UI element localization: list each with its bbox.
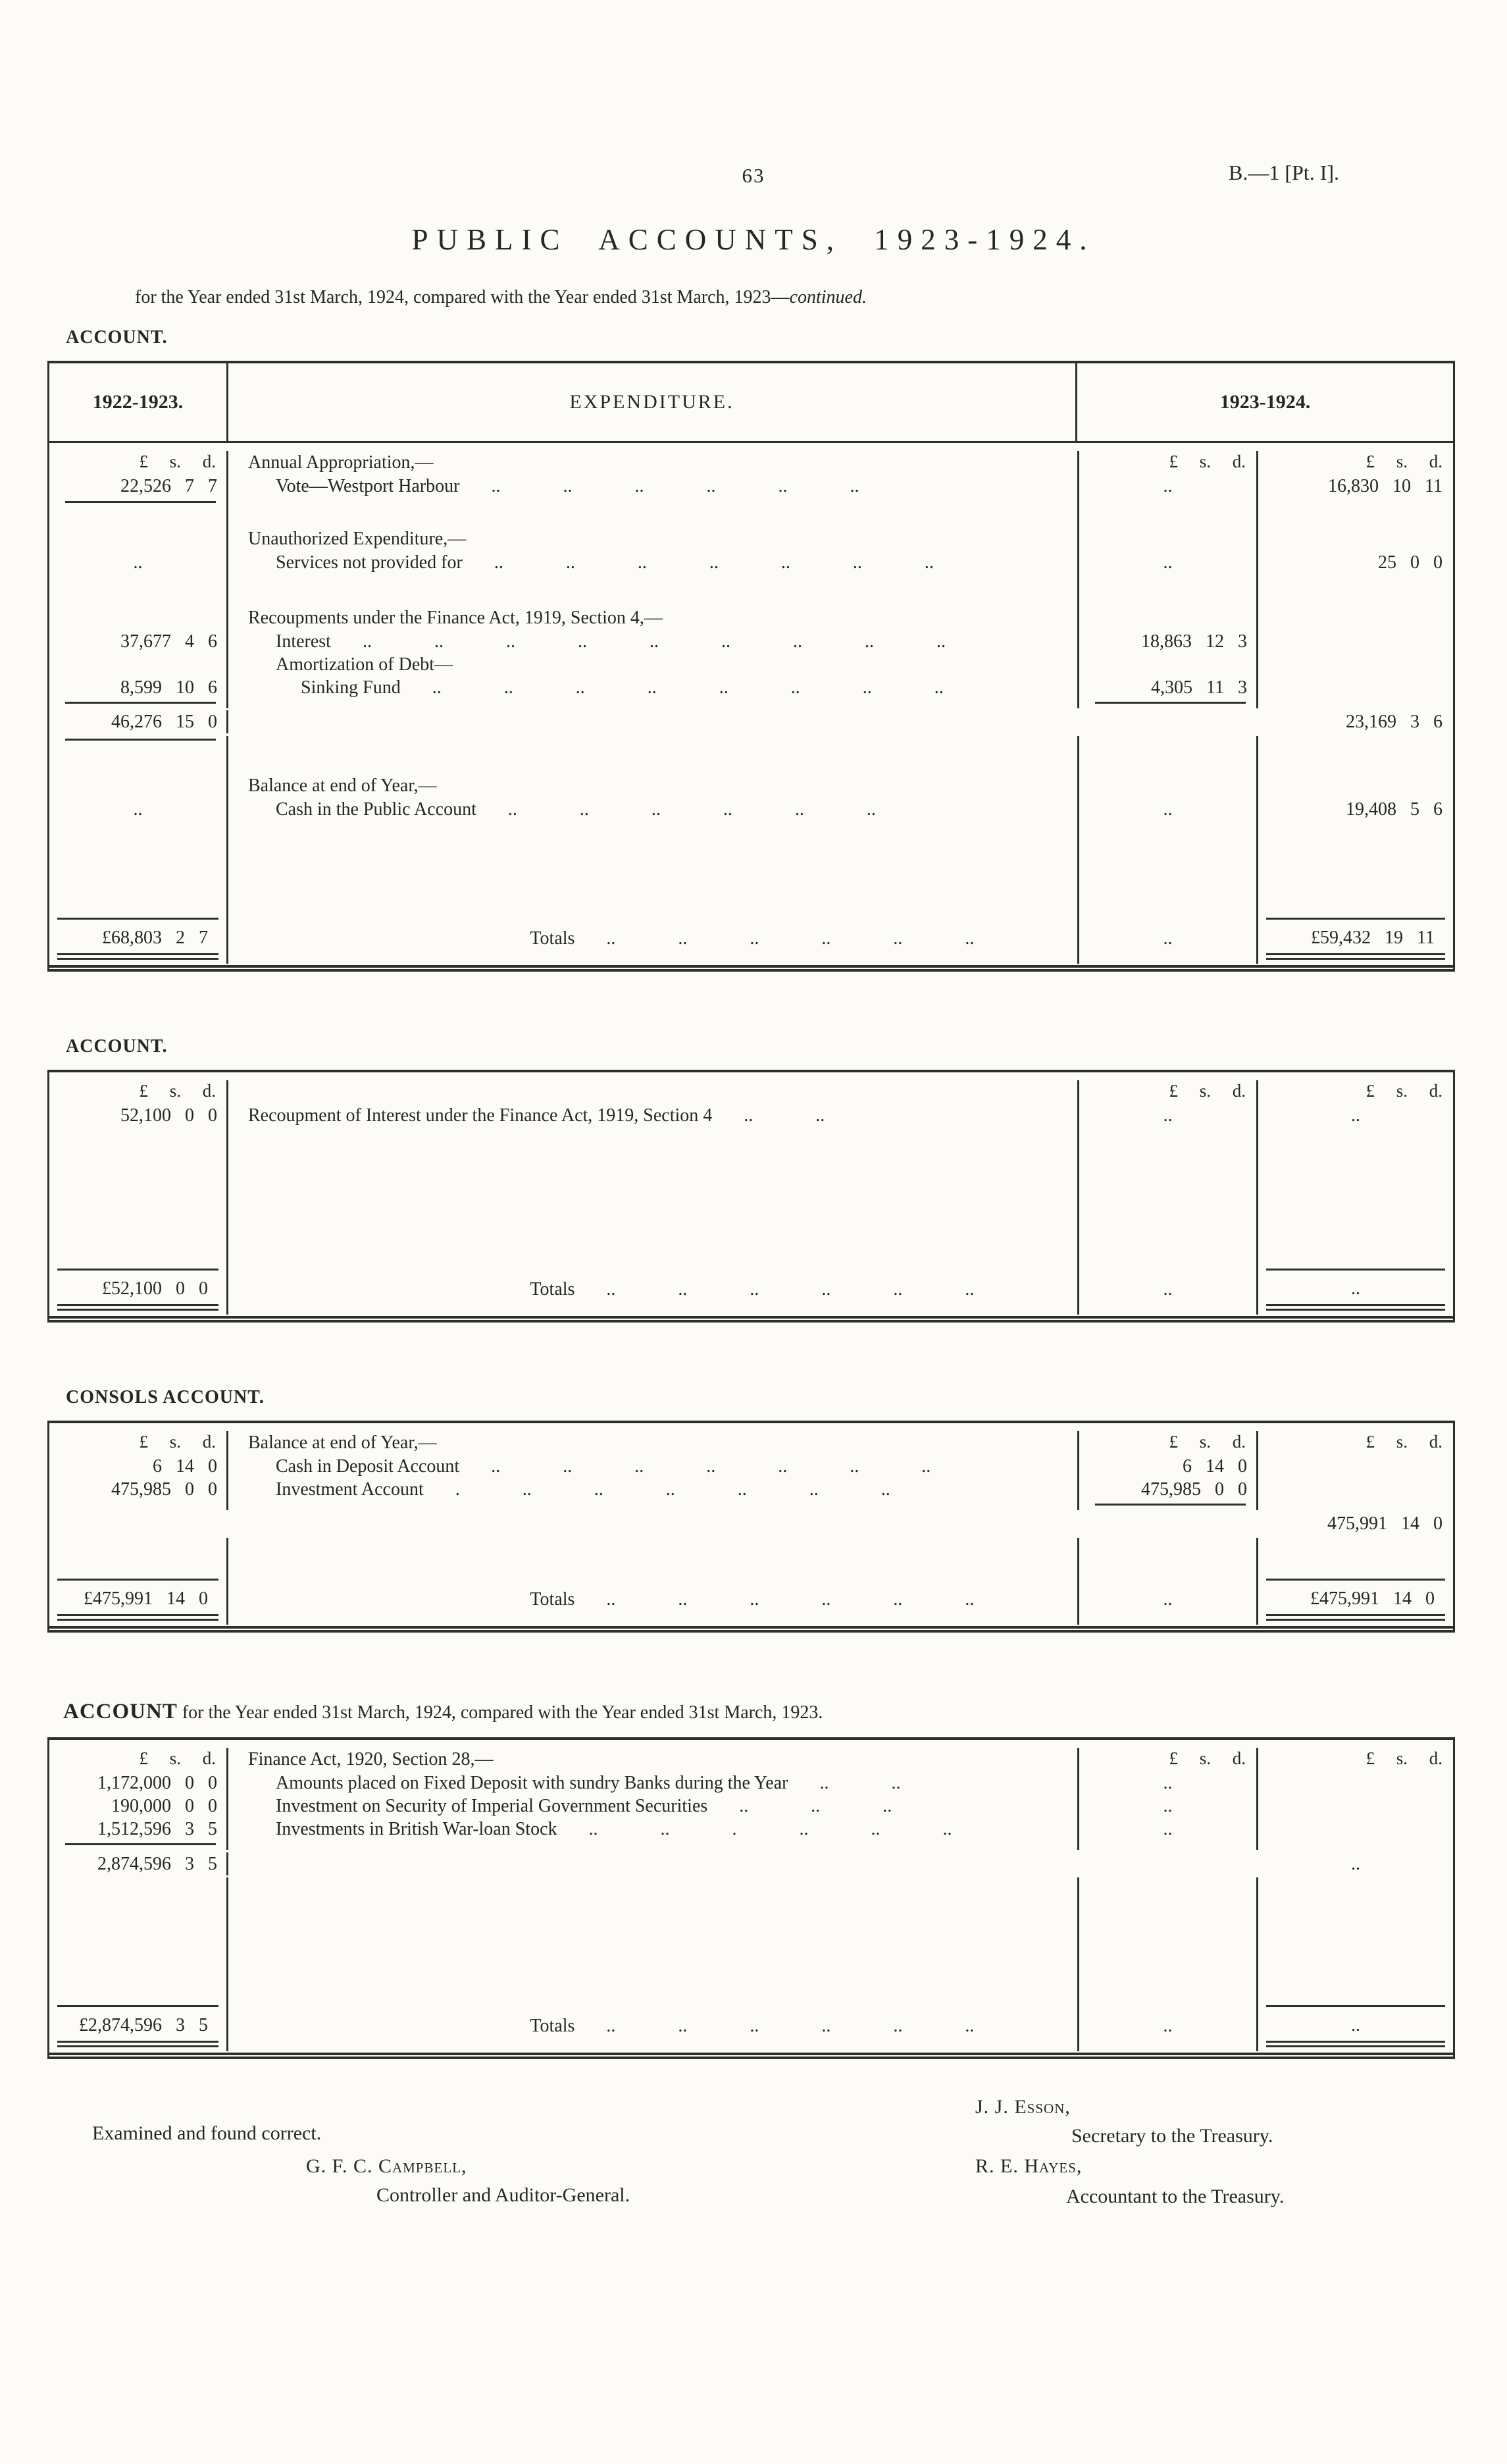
prev-year-amount: 1,512,596 3 5 xyxy=(97,1819,217,1839)
totals-label: Totals xyxy=(530,1588,575,1610)
money-unit-header: £ s. d. xyxy=(1366,451,1443,471)
prev-year-amount: 8,599 10 6 xyxy=(120,677,217,698)
col-header-1922-1923: 1922-1923. xyxy=(49,363,228,441)
account-heading-4-rest: for the Year ended 31st March, 1924, compared with the Year ended 31st March, 1923. xyxy=(177,1702,823,1723)
table-line xyxy=(49,606,1453,630)
spacer-line xyxy=(49,1128,1453,1265)
placeholder-dots: .. xyxy=(1163,1588,1173,1610)
entry-group-label: Balance at end of Year,— xyxy=(248,1432,437,1453)
signature-esson-title: Secretary to the Treasury. xyxy=(1071,2125,1273,2147)
account-heading-4-bold: ACCOUNT xyxy=(63,1699,178,1723)
money-unit-header: £ s. d. xyxy=(1169,1748,1246,1768)
current-year-total: .. xyxy=(1266,2005,1445,2047)
expenditure-table xyxy=(47,361,1455,972)
prev-year-amount: 52,100 0 0 xyxy=(120,1105,217,1126)
prev-year-amount: 190,000 0 0 xyxy=(111,1796,217,1816)
table-bottom-rule xyxy=(49,2053,1453,2059)
spacer-line xyxy=(49,575,1453,606)
leader-dots: .. .. . .. .. .. xyxy=(588,1819,952,1839)
table-line xyxy=(49,1850,1453,1877)
placeholder-dots: .. xyxy=(1351,1853,1360,1874)
sum-rule xyxy=(65,739,216,741)
doc-reference: B.—1 [Pt. I]. xyxy=(1229,161,1339,184)
entry-group-label: Unauthorized Expenditure,— xyxy=(248,528,467,549)
table-bottom-rule xyxy=(49,965,1453,972)
table-line xyxy=(49,1771,1453,1795)
prev-year-total: £68,803 2 7 xyxy=(57,918,218,960)
money-unit-header: £ s. d. xyxy=(1366,1748,1443,1768)
entry-description: Investments in British War-loan Stock xyxy=(276,1819,557,1839)
leader-dots: .. .. xyxy=(819,1773,901,1793)
prev-year-amount: 22,526 7 7 xyxy=(120,475,217,496)
account-heading-4 xyxy=(0,1698,1507,1725)
totals-label: Totals xyxy=(530,928,575,949)
rule-line xyxy=(49,736,1453,745)
signature-block xyxy=(0,2091,1507,2275)
table-line xyxy=(49,1795,1453,1818)
table-line xyxy=(49,1510,1453,1538)
rule-line xyxy=(49,498,1453,508)
table-line xyxy=(49,527,1453,551)
rule-line xyxy=(49,1501,1453,1510)
col-header-expenditure: EXPENDITURE. xyxy=(228,363,1077,441)
entry-description: Cash in the Public Account xyxy=(276,799,476,820)
entry-description: Amounts placed on Fixed Deposit with sundry Banks during the Year xyxy=(276,1773,788,1793)
current-year-amount: 23,169 3 6 xyxy=(1346,712,1443,733)
sum-rule xyxy=(1095,1504,1246,1506)
sum-rule xyxy=(65,702,216,704)
leader-dots: .. .. .. .. .. .. xyxy=(606,1278,975,1299)
subtitle-continued: continued. xyxy=(789,287,867,308)
table-line xyxy=(49,1740,1453,1771)
table-bottom-rule xyxy=(49,1626,1453,1633)
money-unit-header: £ s. d. xyxy=(1169,1431,1246,1452)
finance-act-account-table xyxy=(47,1737,1455,2059)
leader-dots: .. .. .. .. .. .. .. xyxy=(491,1455,931,1477)
money-unit-header: £ s. d. xyxy=(139,1080,216,1101)
table-line xyxy=(49,551,1453,575)
leader-dots: .. .. .. .. .. .. .. .. xyxy=(432,677,944,698)
table-bottom-rule xyxy=(49,1316,1453,1323)
placeholder-dots: .. xyxy=(1351,1105,1360,1126)
money-unit-header: £ s. d. xyxy=(1169,1080,1246,1101)
prev-year-amount: 37,677 4 6 xyxy=(120,631,217,652)
totals-row xyxy=(49,1575,1453,1625)
spacer-line xyxy=(49,508,1453,527)
prev-year-total: £2,874,596 3 5 xyxy=(57,2005,218,2047)
table-line xyxy=(49,443,1453,475)
current-year-subamount: 6 14 0 xyxy=(1183,1455,1247,1477)
money-unit-header: £ s. d. xyxy=(1169,451,1246,471)
prev-year-amount: 475,985 0 0 xyxy=(111,1479,217,1500)
table-line xyxy=(49,1104,1453,1128)
totals-label: Totals xyxy=(530,1278,575,1299)
placeholder-dots: .. xyxy=(1163,552,1173,573)
sum-rule xyxy=(65,501,216,503)
table-line xyxy=(49,653,1453,676)
page-subtitle xyxy=(0,286,1507,309)
prev-year-subtotal: 2,874,596 3 5 xyxy=(97,1853,217,1874)
entry-description: Sinking Fund xyxy=(301,677,401,698)
current-year-total: £59,432 19 11 xyxy=(1266,918,1445,960)
money-unit-header: £ s. d. xyxy=(1366,1431,1443,1452)
table-line xyxy=(49,676,1453,699)
current-year-subamount: 4,305 11 3 xyxy=(1151,677,1247,698)
prev-year-total: £475,991 14 0 xyxy=(57,1579,218,1621)
leader-dots: .. .. .. .. .. .. xyxy=(507,799,876,820)
table-line xyxy=(49,774,1453,798)
current-year-subamount: 475,985 0 0 xyxy=(1141,1479,1247,1500)
placeholder-dots: .. xyxy=(1163,1796,1173,1816)
entry-description: Recoupment of Interest under the Finance Act, 1919, Section 4 xyxy=(248,1105,713,1126)
placeholder-dots: .. xyxy=(1163,1278,1173,1299)
leader-dots: .. .. xyxy=(744,1105,825,1126)
entry-description: Vote—Westport Harbour xyxy=(276,475,460,496)
placeholder-dots: .. xyxy=(1163,1773,1173,1793)
table-line xyxy=(49,1072,1453,1104)
current-year-amount: 16,830 10 11 xyxy=(1328,475,1443,496)
prev-year-amount: 6 14 0 xyxy=(153,1455,217,1477)
placeholder-dots: .. xyxy=(133,799,143,820)
current-year-subamount: 18,863 12 3 xyxy=(1141,631,1247,652)
prev-year-subtotal: 46,276 15 0 xyxy=(111,712,217,733)
leader-dots: .. .. .. .. .. .. .. xyxy=(494,552,934,573)
entry-description: Investment on Security of Imperial Government Securities xyxy=(276,1796,708,1816)
prev-year-amount: 1,172,000 0 0 xyxy=(97,1773,217,1793)
placeholder-dots: .. xyxy=(1163,2016,1173,2036)
entry-description: Cash in Deposit Account xyxy=(276,1455,460,1477)
placeholder-dots: .. xyxy=(1163,1819,1173,1839)
table-line xyxy=(49,1423,1453,1455)
consols-account-table xyxy=(47,1421,1455,1633)
rule-line xyxy=(49,1841,1453,1850)
signature-campbell-name: G. F. C. Campbell, xyxy=(306,2155,467,2177)
placeholder-dots: .. xyxy=(1163,1105,1173,1126)
page-number: 63 xyxy=(742,164,765,187)
entry-description: Interest xyxy=(276,631,331,652)
entry-description: Services not provided for xyxy=(276,552,463,573)
spacer-line xyxy=(49,1538,1453,1575)
table-line xyxy=(49,798,1453,822)
entry-group-label: Amortization of Debt— xyxy=(276,654,453,675)
current-year-amount: 25 0 0 xyxy=(1378,552,1443,573)
sum-rule xyxy=(65,1843,216,1845)
signature-esson-name: J. J. Esson, xyxy=(975,2096,1071,2118)
current-year-total: £475,991 14 0 xyxy=(1266,1579,1445,1621)
table-line xyxy=(49,708,1453,736)
table-line xyxy=(49,1818,1453,1841)
leader-dots: .. .. .. .. .. .. xyxy=(606,928,975,949)
table-line xyxy=(49,1478,1453,1501)
recoupment-account-table xyxy=(47,1070,1455,1323)
leader-dots: .. .. .. xyxy=(739,1796,892,1816)
prev-year-total: £52,100 0 0 xyxy=(57,1269,218,1311)
col-header-1923-1924: 1923-1924. xyxy=(1219,391,1311,413)
entry-group-label: Balance at end of Year,— xyxy=(248,775,437,796)
sum-rule xyxy=(1095,702,1246,704)
signature-hayes-title: Accountant to the Treasury. xyxy=(1066,2186,1285,2207)
spacer-line xyxy=(49,822,1453,914)
leader-dots: . .. .. .. .. .. .. xyxy=(455,1479,890,1500)
consols-account-heading: CONSOLS ACCOUNT. xyxy=(66,1386,265,1407)
totals-row xyxy=(49,2001,1453,2051)
account-heading-2: ACCOUNT. xyxy=(66,1035,168,1057)
placeholder-dots: .. xyxy=(1163,475,1173,496)
rule-line xyxy=(49,699,1453,708)
money-unit-header: £ s. d. xyxy=(139,1748,216,1768)
entry-group-label: Annual Appropriation,— xyxy=(248,452,434,473)
leader-dots: .. .. .. .. .. .. xyxy=(606,1588,975,1610)
placeholder-dots: .. xyxy=(133,552,143,573)
masthead xyxy=(0,0,1507,197)
current-year-amount: 19,408 5 6 xyxy=(1346,799,1443,820)
subtitle-main: for the Year ended 31st March, 1924, compared with the Year ended 31st March, 1923— xyxy=(135,287,790,308)
leader-dots: .. .. .. .. .. .. xyxy=(606,2016,975,2036)
totals-row xyxy=(49,914,1453,964)
page-title: PUBLIC ACCOUNTS, 1923-1924. xyxy=(411,223,1096,256)
spacer-line xyxy=(49,1877,1453,2001)
spacer-line xyxy=(49,745,1453,774)
placeholder-dots: .. xyxy=(1163,799,1173,820)
totals-label: Totals xyxy=(530,2016,575,2036)
money-unit-header: £ s. d. xyxy=(1366,1080,1443,1101)
money-unit-header: £ s. d. xyxy=(139,1431,216,1452)
money-unit-header: £ s. d. xyxy=(139,451,216,471)
totals-row xyxy=(49,1265,1453,1315)
account-heading-1: ACCOUNT. xyxy=(66,327,168,348)
signature-hayes-name: R. E. Hayes, xyxy=(975,2155,1083,2177)
expenditure-table-header xyxy=(49,363,1453,443)
examined-statement: Examined and found correct. xyxy=(92,2122,322,2144)
signature-campbell-title: Controller and Auditor-General. xyxy=(376,2184,630,2206)
entry-group-label: Finance Act, 1920, Section 28,— xyxy=(248,1749,494,1769)
entry-description: Investment Account xyxy=(276,1479,424,1500)
current-year-total: .. xyxy=(1266,1269,1445,1311)
current-year-amount: 475,991 14 0 xyxy=(1327,1513,1443,1534)
placeholder-dots: .. xyxy=(1163,928,1173,949)
entry-group-label: Recoupments under the Finance Act, 1919, Section 4,— xyxy=(248,607,663,628)
leader-dots: .. .. .. .. .. .. .. .. .. xyxy=(362,631,946,652)
table-line xyxy=(49,1455,1453,1478)
table-line xyxy=(49,475,1453,498)
leader-dots: .. .. .. .. .. .. xyxy=(491,475,859,496)
table-line xyxy=(49,630,1453,653)
